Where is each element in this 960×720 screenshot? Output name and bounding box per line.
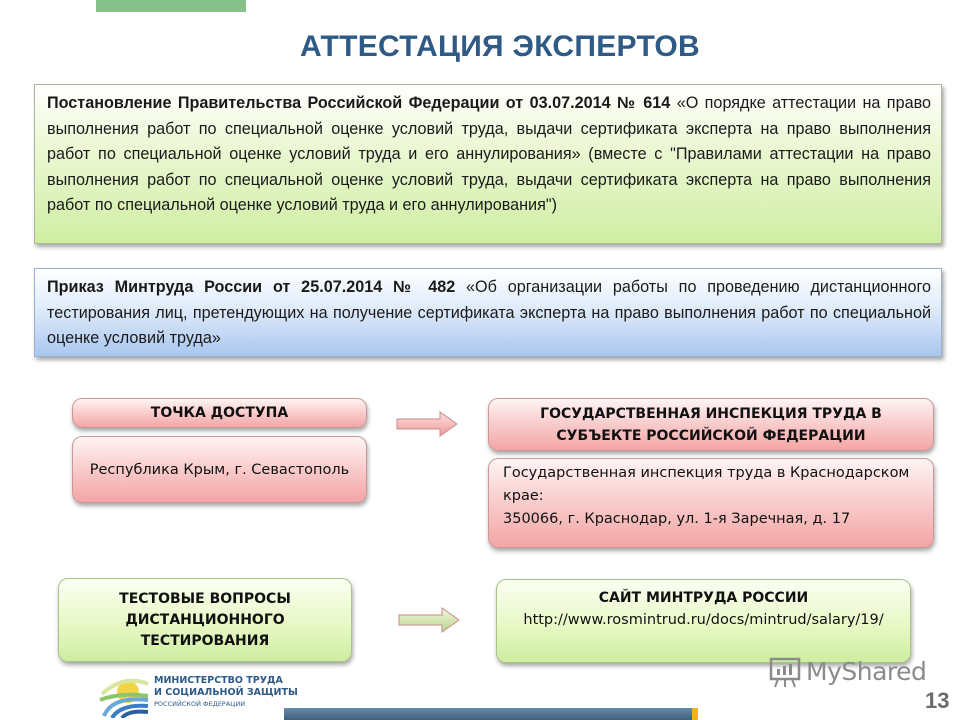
page-title: АТТЕСТАЦИЯ ЭКСПЕРТОВ bbox=[300, 30, 700, 63]
access-point-value: Республика Крым, г. Севастополь bbox=[72, 436, 367, 503]
page-number: 13 bbox=[925, 688, 950, 713]
labor-inspection-header: ГОСУДАРСТВЕННАЯ ИНСПЕКЦИЯ ТРУДА В СУБЪЕКТЕ РОССИЙСКОЙ ФЕДЕРАЦИИ bbox=[488, 398, 934, 451]
document-order-482 bbox=[34, 268, 942, 357]
watermark-text: MyShared bbox=[806, 656, 927, 686]
bottom-decor-accent bbox=[692, 708, 698, 720]
bottom-decor-bar bbox=[284, 708, 692, 720]
ministry-logo-icon bbox=[98, 670, 150, 718]
ministry-name-line2: И СОЦИАЛЬНОЙ ЗАЩИТЫ bbox=[154, 687, 298, 698]
mintrud-site-box bbox=[496, 579, 911, 663]
ministry-logo-text bbox=[154, 675, 298, 709]
document-order-482-title: Приказ Минтруда России от 25.07.2014 № 482 bbox=[47, 278, 456, 296]
document-decree-614-text: «О порядке аттестации на право выполнения работ по специальной оценке условий труда, выдачи сертификата эксперта на право выполнения работ по специальной оценке условий труда и его аннулирования» (вместе с "Правилами аттестации на право выполнения работ по специальной оценке условий труда, выдачи сертификата эксперта на право выполнения работ по специальной оценке условий труда и его аннулирования") bbox=[47, 94, 931, 214]
document-order-482-text: «Об организации работы по проведению дистанционного тестирования лиц, претендующих на получение сертификата эксперта на право выполнения работ по специальной оценке условий труда» bbox=[47, 278, 931, 347]
ministry-name-line1: МИНИСТЕРСТВО ТРУДА bbox=[154, 675, 283, 686]
presentation-board-icon bbox=[768, 654, 802, 688]
arrow-right-icon bbox=[396, 411, 458, 437]
watermark bbox=[768, 654, 926, 688]
document-decree-614-title: Постановление Правительства Российской Федерации от 03.07.2014 № 614 bbox=[47, 94, 671, 112]
arrow-right-icon bbox=[398, 607, 460, 633]
test-questions-header: ТЕСТОВЫЕ ВОПРОСЫ ДИСТАНЦИОННОГО ТЕСТИРОВАНИЯ bbox=[119, 590, 291, 649]
labor-inspection-name: Государственная инспекция труда в Краснодарском крае: bbox=[503, 465, 910, 504]
labor-inspection-address bbox=[488, 458, 934, 548]
mintrud-site-header: САЙТ МИНТРУДА РОССИИ bbox=[598, 590, 809, 606]
labor-inspection-street: 350066, г. Краснодар, ул. 1-я Заречная, д. 17 bbox=[503, 511, 851, 527]
mintrud-site-link[interactable]: http://www.rosmintrud.ru/docs/mintrud/salary/19/ bbox=[523, 611, 884, 628]
ministry-name-line3: РОССИЙСКОЙ ФЕДЕРАЦИИ bbox=[154, 700, 246, 708]
document-decree-614 bbox=[34, 84, 942, 244]
access-point-header: ТОЧКА ДОСТУПА bbox=[72, 398, 367, 428]
top-decor-tab bbox=[96, 0, 246, 12]
test-questions-box bbox=[58, 578, 352, 662]
